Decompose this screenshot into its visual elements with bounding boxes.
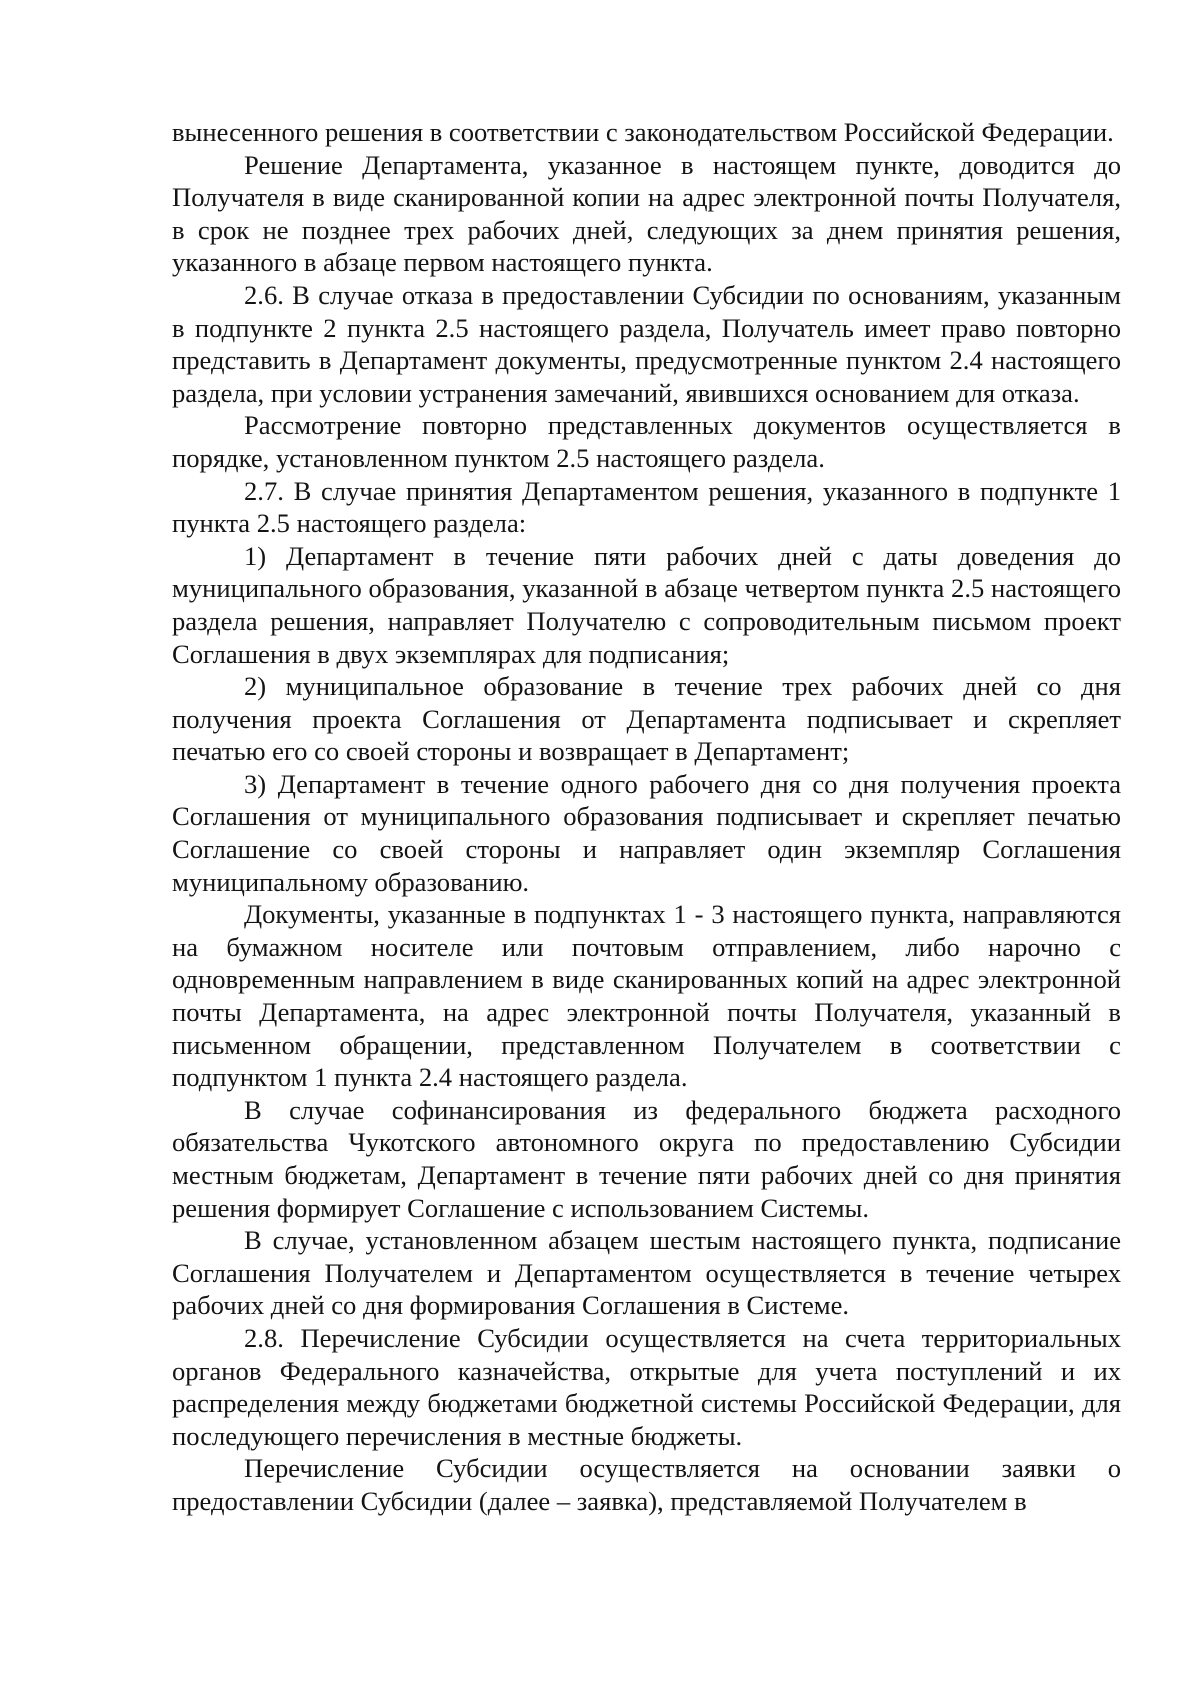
paragraph-2-7-item-2: 2) муниципальное образование в течение трех рабочих дней со дня получения проекта Соглашения от Департамента подписывает и скрепляет печатью его со своей стороны и возвращает в Департамент; bbox=[172, 671, 1121, 767]
paragraph-continuation: вынесенного решения в соответствии с законодательством Российской Федерации. bbox=[172, 117, 1114, 147]
paragraph-2-7-item-3: 3) Департамент в течение одного рабочего дня со дня получения проекта Соглашения от муниципального образования подписывает и скрепляет печатью Соглашение со своей стороны и направляет один экземпляр Соглашения муниципальному образованию. bbox=[172, 768, 1121, 897]
paragraph-signing-term: В случае, установленном абзацем шестым настоящего пункта, подписание Соглашения Получателем и Департаментом осуществляется в течение четырех рабочих дней со дня формирования Соглашения в Системе. bbox=[172, 1225, 1121, 1321]
paragraph-2-7: 2.7. В случае принятия Департаментом решения, указанного в подпункте 1 пункта 2.5 настоящего раздела: bbox=[172, 475, 1121, 539]
paragraph-documents-delivery: Документы, указанные в подпунктах 1 - 3 настоящего пункта, направляются на бумажном носителе или почтовым отправлением, либо нарочно с одновременным направлением в виде сканированных копий на адрес электронной почты Департамента, на адрес электронной почты Получателя, указанный в письменном обращении, представленном Получателем в соответствии с подпунктом 1 пункта 2.4 настоящего раздела. bbox=[172, 899, 1121, 1093]
paragraph-transfer-request: Перечисление Субсидии осуществляется на основании заявки о предоставлении Субсидии (далее – заявка), представляемой Получателем в bbox=[172, 1453, 1121, 1516]
paragraph-federal-cofinancing: В случае софинансирования из федерального бюджета расходного обязательства Чукотского автономного округа по предоставлению Субсидии местным бюджетам, Департамент в течение пяти рабочих дней со дня принятия решения формирует Соглашение с использованием Системы. bbox=[172, 1094, 1121, 1223]
paragraph-2-6: 2.6. В случае отказа в предоставлении Субсидии по основаниям, указанным в подпункте 2 пункта 2.5 настоящего раздела, Получатель имеет право повторно представить в Департамент документы, предусмотренные пунктом 2.4 настоящего раздела, при условии устранения замечаний, явившихся основанием для отказа. bbox=[172, 279, 1121, 408]
paragraph-decision-notice: Решение Департамента, указанное в настоящем пункте, доводится до Получателя в виде сканированной копии на адрес электронной почты Получателя, в срок не позднее трех рабочих дней, следующих за днем принятия решения, указанного в абзаце первом настоящего пункта. bbox=[172, 149, 1121, 278]
paragraph-2-7-item-1: 1) Департамент в течение пяти рабочих дней с даты доведения до муниципального образования, указанной в абзаце четвертом пункта 2.5 настоящего раздела решения, направляет Получателю с сопроводительным письмом проект Соглашения в двух экземплярах для подписания; bbox=[172, 540, 1121, 669]
paragraph-resubmission: Рассмотрение повторно представленных документов осуществляется в порядке, установленном пунктом 2.5 настоящего раздела. bbox=[172, 410, 1121, 473]
paragraph-2-8: 2.8. Перечисление Субсидии осуществляется на счета территориальных органов Федерального казначейства, открытые для учета поступлений и их распределения между бюджетами бюджетной системы Российской Федерации, для последующего перечисления в местные бюджеты. bbox=[172, 1322, 1121, 1451]
document-page bbox=[172, 116, 1121, 1518]
